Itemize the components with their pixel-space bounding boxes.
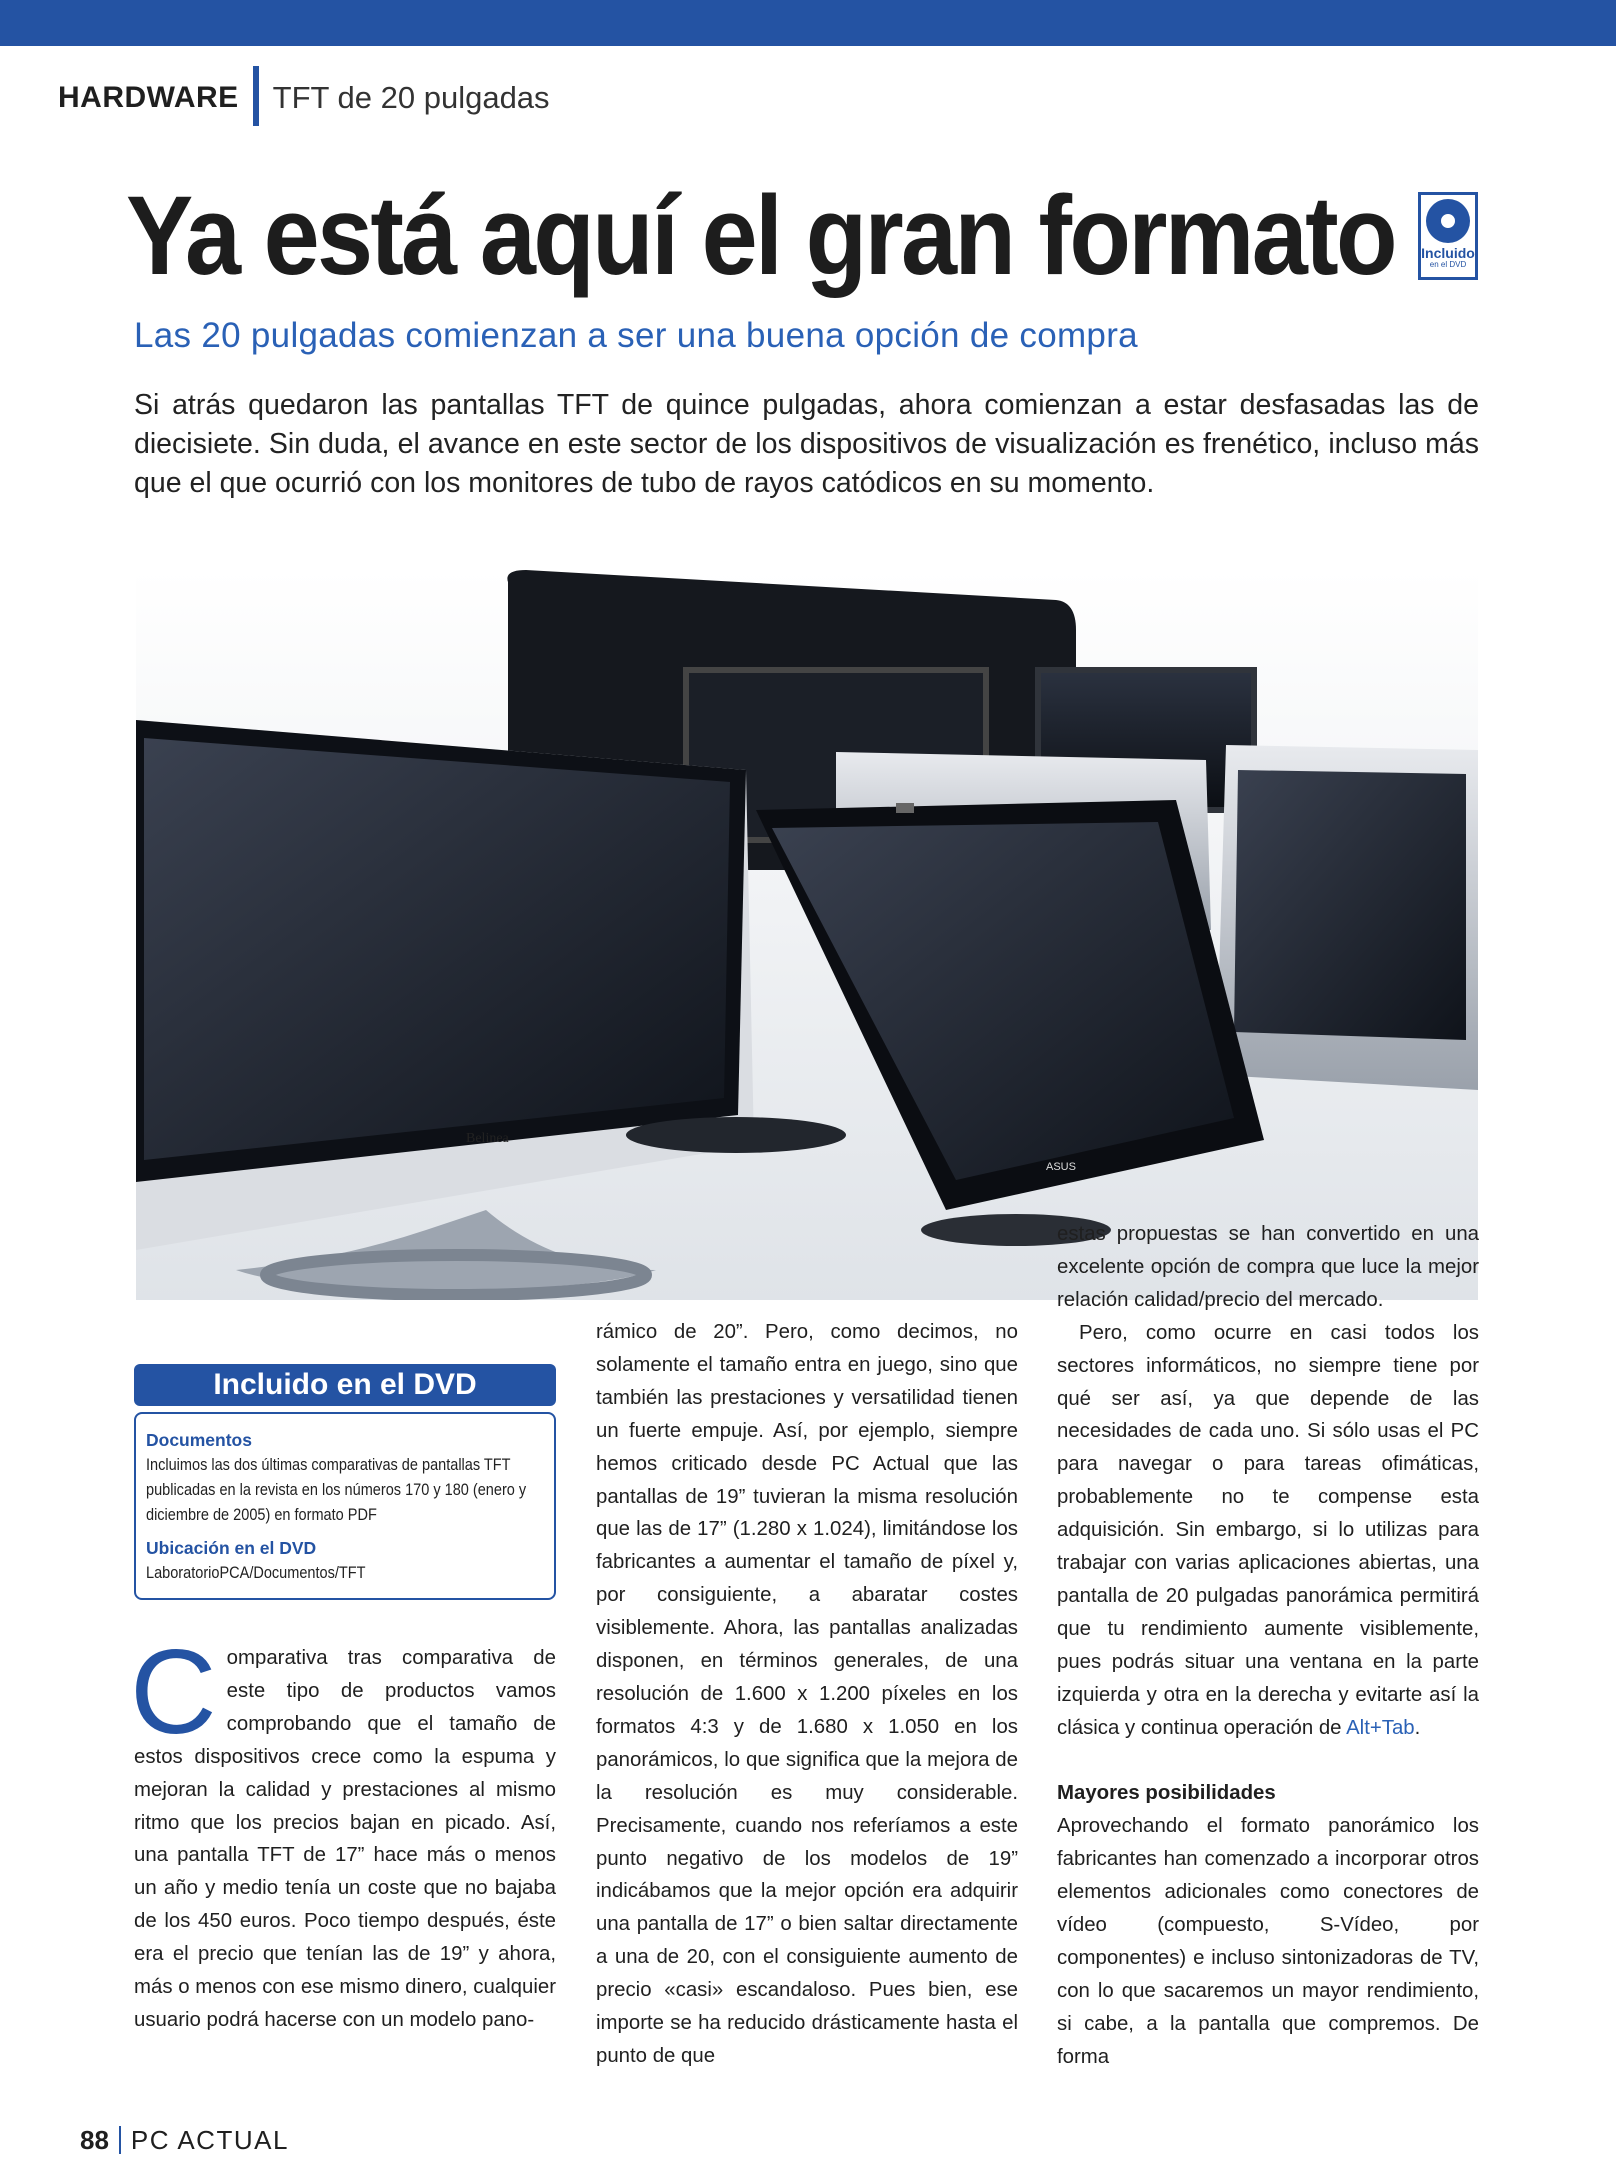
section-tag: HARDWARE: [58, 81, 239, 114]
sidebar-location-label: Ubicación en el DVD: [146, 1538, 317, 1558]
sidebar-doc-label: Documentos: [146, 1430, 252, 1450]
body-paragraph: rámico de 20”. Pero, como decimos, no solamente el tamaño entra en juego, sino que también las prestaciones y versatilidad tienen un fuerte empuje. Así, por ejemplo, siempre hemos criticado desde PC Actual que las pantallas de 19” tuvieran la misma resolución que las de 17” (1.280 x 1.024), limitándose los fabricantes a aumentar el tamaño de píxel y, por consiguiente, a abaratar costes visiblemente. Ahora, las pantallas analizadas disponen, en términos generales, de una resolución de 1.600 x 1.200 píxeles en los formatos 4:3 y de 1.680 x 1.050 en los panorámicos, lo que significa que la mejora de la resolución es muy considerable. Precisamente, cuando nos referíamos a este punto negativo de los modelos de 19” indicábamos que la mejor opción era adquirir una pantalla de 17” o bien saltar directamente a una de 20, con el consiguiente aumento de precio «casi» escandaloso. Pues bien, ese importe se ha reducido drásticamente hasta el punto de que: [596, 1321, 1018, 2067]
article-lead: Si atrás quedaron las pantallas TFT de quince pulgadas, ahora comienzan a estar desfasadas las de diecisiete. Sin duda, el avance en este sector de los dispositivos de visualización es frenético, incluso más que el que ocurrió con los monitores de tubo de rayos catódicos en su momento.: [134, 389, 1479, 499]
article-subtitle: Las 20 pulgadas comienzan a ser una buena opción de compra: [134, 316, 1138, 355]
body-paragraph: [1057, 1317, 1479, 1745]
page-number: 88: [80, 2124, 109, 2155]
hero-brand-left: Belinea: [466, 1131, 509, 1146]
sidebar-title: Incluido en el DVD: [134, 1364, 556, 1406]
monitors-illustration: [136, 570, 1478, 1300]
body-text: omparativa tras comparativa de este tipo de productos vamos comprobando que el tamaño de estos dispositivos crece como la espuma y mejoran la calidad y prestaciones al mismo ritmo que los precios bajan en picado. Así, una pantalla TFT de 17” hace más o menos un año y medio tenía un coste que no bajaba de los 450 euros. Poco tiempo después, éste era el precio que tenían las de 19” y ahora, más o menos con ese mismo dinero, cualquier usuario podrá hacerse con un modelo pano-: [134, 1647, 556, 2031]
hero-image-monitors: [136, 570, 1478, 1300]
dvd-badge-sublabel: en el DVD: [1429, 260, 1467, 269]
body-column-2: [596, 1316, 1018, 2073]
drop-cap: C: [130, 1625, 217, 1759]
body-paragraph: Aprovechando el formato panorámico los fabricantes han comenzado a incorporar otros elementos adicionales como conectores de vídeo (compuesto, S-Vídeo, por componentes) e incluso sintonizadoras de TV, con lo que sacaremos un mayor rendimiento, si cabe, a la pantalla que compremos. De forma: [1057, 1815, 1479, 2068]
section-divider: [253, 66, 259, 126]
dvd-disc-icon: [1426, 199, 1470, 243]
article-title: Ya está aquí el gran formato: [126, 173, 1395, 298]
dvd-sidebar: [134, 1364, 556, 1600]
dvd-badge: [1418, 192, 1478, 280]
section-topic: TFT de 20 pulgadas: [272, 80, 550, 115]
hero-brand-center: ASUS: [1046, 1161, 1076, 1173]
page-footer: [80, 2124, 289, 2156]
dvd-badge-label: Incluido: [1421, 245, 1475, 261]
body-paragraph: estas propuestas se han convertido en una excelente opción de compra que luce la mejor relación calidad/precio del mercado.: [1057, 1223, 1479, 1311]
magazine-name: PC ACTUAL: [130, 2124, 289, 2155]
sidebar-doc-text: Incluimos las dos últimas comparativas de pantallas TFT publicadas en la revista en los números 170 y 180 (enero y diciembre de 2005) en formato PDF: [146, 1456, 527, 1524]
body-paragraph: [130, 1625, 556, 2037]
body-column-1: [130, 1625, 556, 2037]
sidebar-location-text: LaboratorioPCA/Documentos/TFT: [146, 1564, 366, 1582]
body-column-3: [1057, 1218, 1479, 2074]
body-text: .: [1414, 1716, 1421, 1739]
alt-tab-link[interactable]: Alt+Tab: [1346, 1716, 1415, 1739]
body-subheading: Mayores posibilidades: [1057, 1782, 1276, 1805]
section-header: [58, 78, 550, 118]
sidebar-body: [134, 1412, 556, 1600]
top-accent-bar: [0, 0, 1616, 46]
footer-divider: [119, 2126, 121, 2154]
body-text: Pero, como ocurre en casi todos los sectores informáticos, no siempre tiene por qué ser así, ya que depende de las necesidades de cada uno. Si sólo usas el PC para navegar o para tareas ofimáticas, probablemente no te compense esta adquisición. Sin embargo, si lo utilizas para trabajar con varias aplicaciones abiertas, una pantalla de 20 pulgadas panorámica permitirá que tu rendimiento aumente visiblemente, pues podrás situar una ventana en la parte izquierda y otra en la derecha y evitarte así la clásica y continua operación de: [1057, 1321, 1479, 1739]
